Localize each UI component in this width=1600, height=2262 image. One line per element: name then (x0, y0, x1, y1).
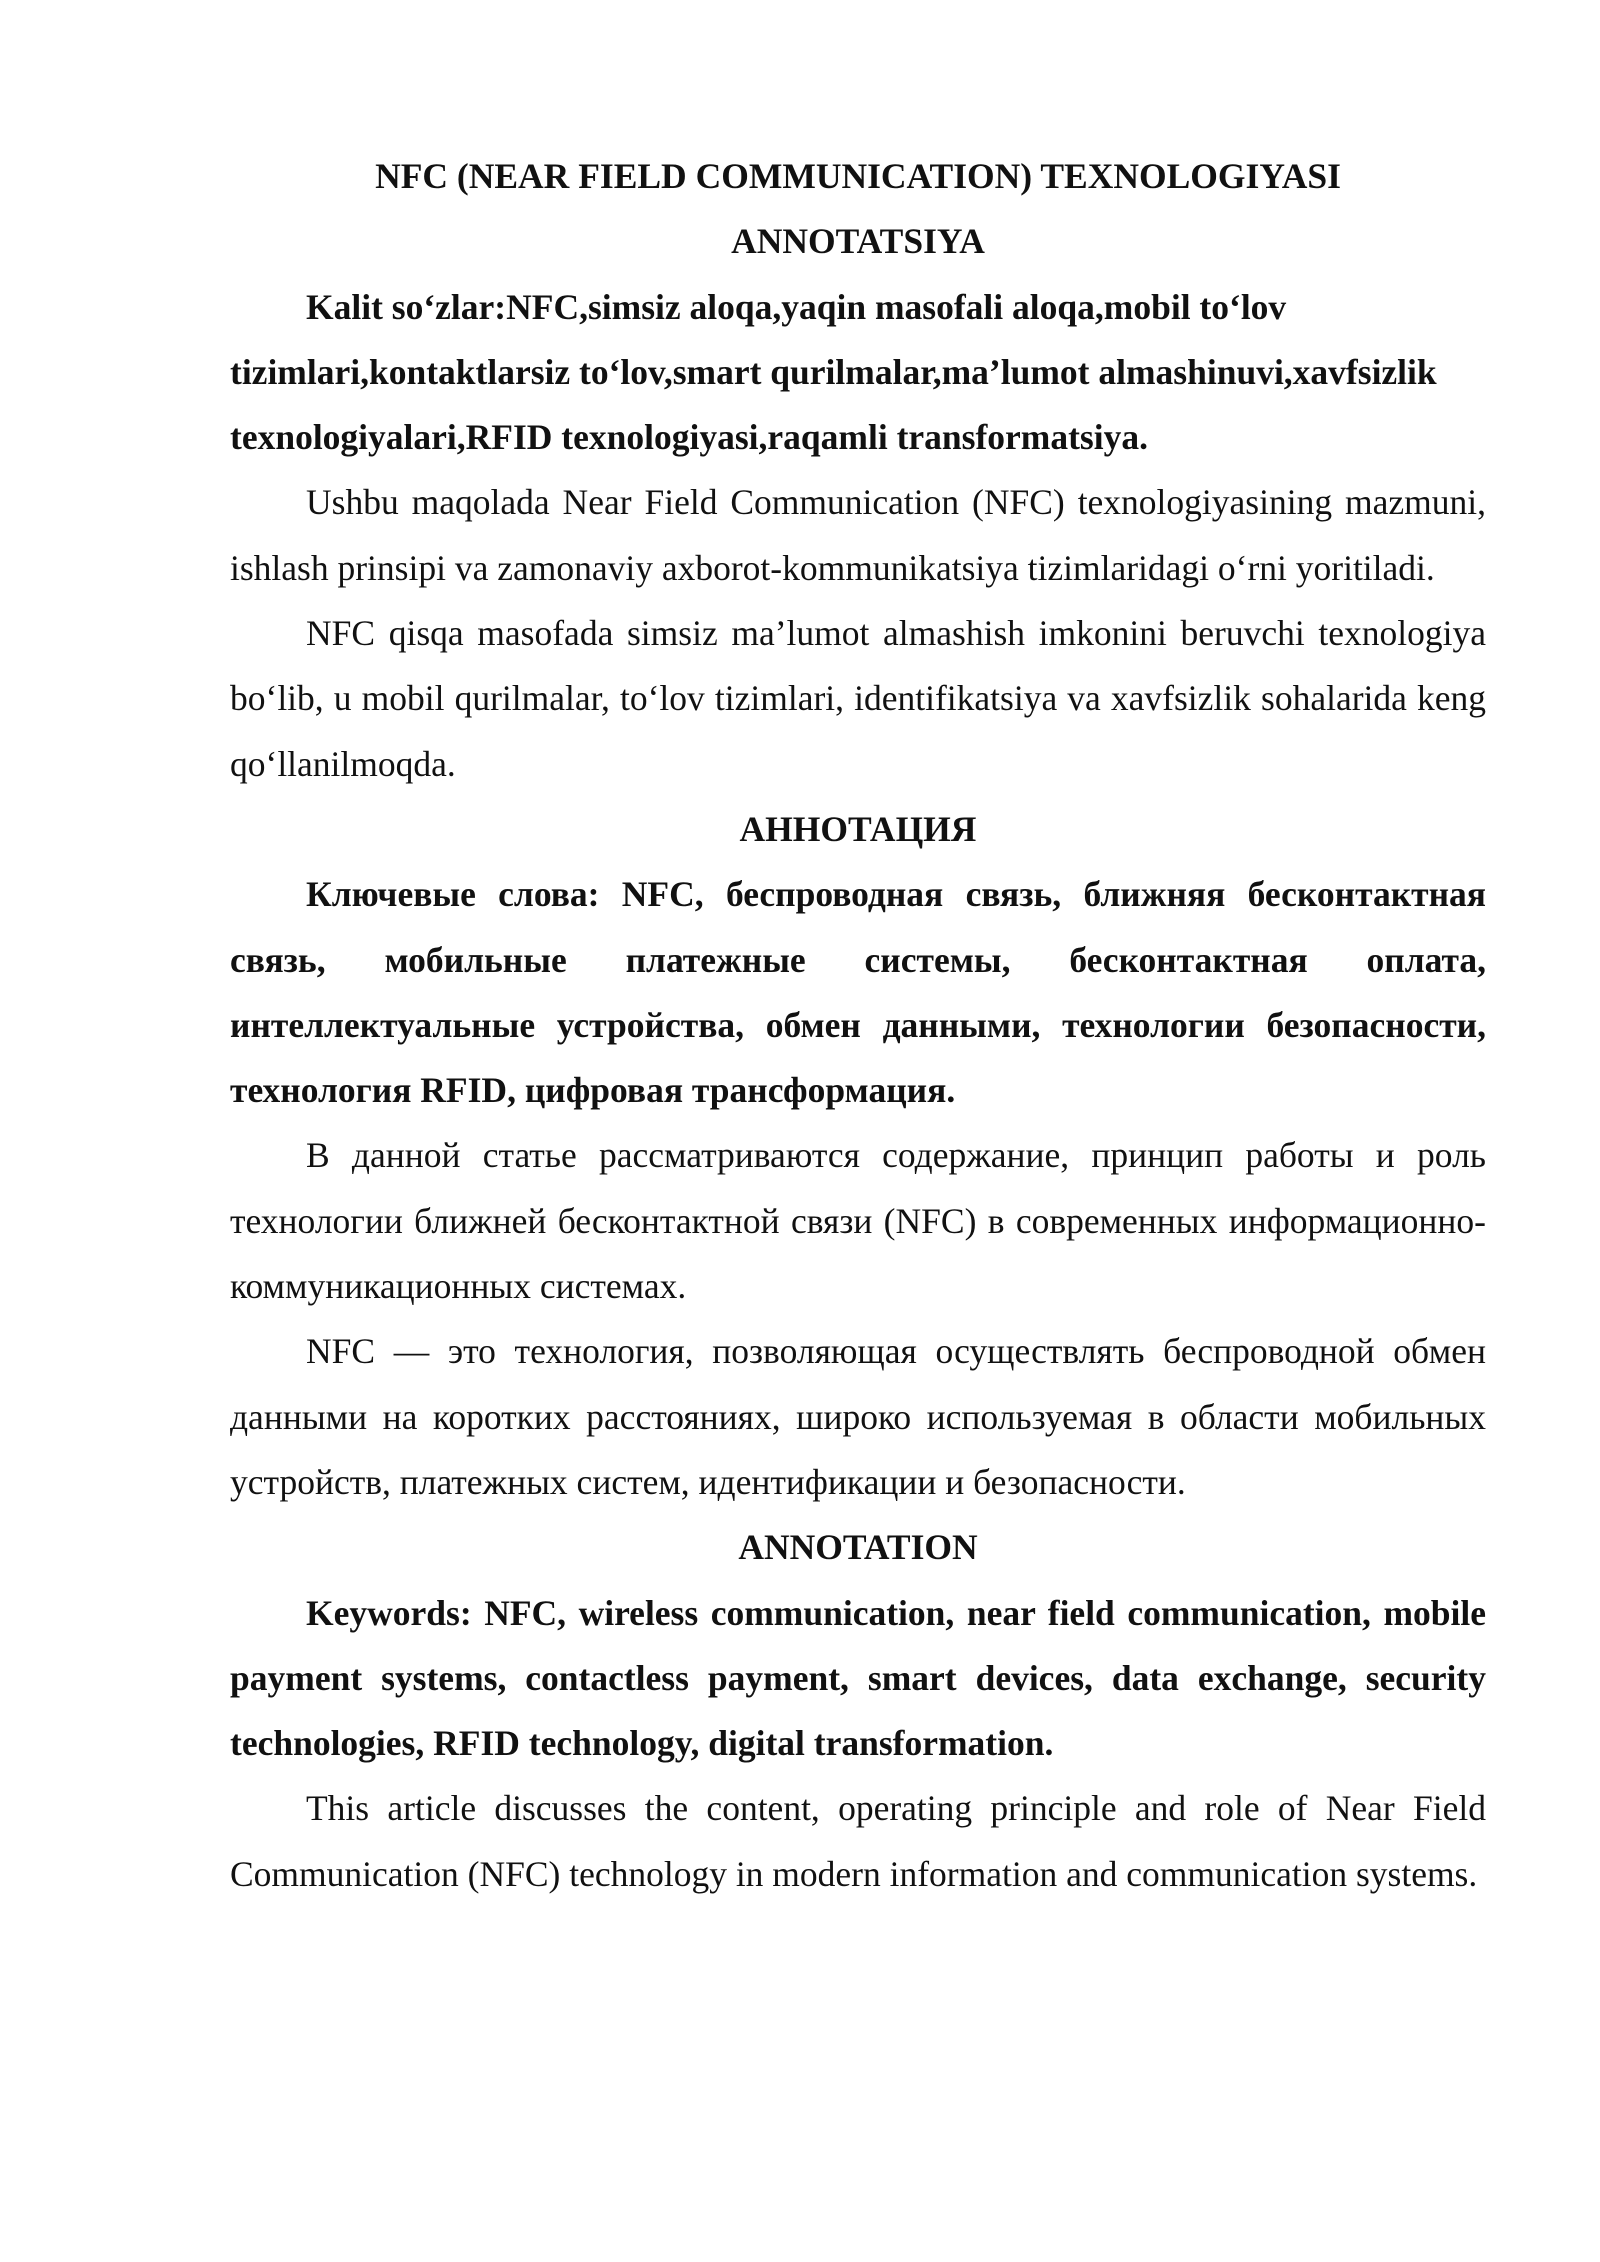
en-annotation-section (230, 1515, 1486, 1907)
document-body (230, 144, 1486, 1907)
ru-paragraph-1: В данной статье рассматриваются содержание, принцип работы и роль технологии ближней бесконтактной связи (NFC) в современных информационно-коммуникационных системах. (230, 1135, 1486, 1307)
uz-annotation-heading: ANNOTATSIYA (731, 221, 985, 262)
ru-keywords: Ключевые слова: NFC, беспроводная связь, ближняя бесконтактная связь, мобильные платежные системы, бесконтактная оплата, интеллектуальные устройства, обмен данными, технологии безопасности, технология RFID, цифровая трансформация. (230, 874, 1486, 1111)
ru-paragraph-2: NFC — это технология, позволяющая осуществлять беспроводной обмен данными на коротких расстояниях, широко используемая в области мобильных устройств, платежных систем, идентификации и безопасности. (230, 1331, 1486, 1502)
uz-annotation-section (230, 275, 1486, 797)
document-title: NFC (NEAR FIELD COMMUNICATION) TEXNOLOGIYASI (375, 156, 1341, 196)
en-keywords: Keywords: NFC, wireless communication, near field communication, mobile payment systems, contactless payment, smart devices, data exchange, security technologies, RFID technology, digital transformation. (230, 1592, 1486, 1764)
en-annotation-heading: ANNOTATION (738, 1527, 978, 1568)
uz-keywords: Kalit so‘zlar:NFC,simsiz aloqa,yaqin masofali aloqa,mobil to‘lov tizimlari,kontaktlarsiz to‘lov,smart qurilmalar,ma’lumot almashinuvi,xavfsizlik texnologiyalari,RFID texnologiyasi,raqamli transformatsiya. (230, 286, 1437, 458)
en-paragraph-1: This article discusses the content, operating principle and role of Near Field Communication (NFC) technology in modern information and communication systems. (230, 1788, 1486, 1894)
uz-paragraph-1: Ushbu maqolada Near Field Communication (NFC) texnologiyasining mazmuni, ishlash prinsipi va zamonaviy axborot-kommunikatsiya tizimlaridagi o‘rni yoritiladi. (230, 482, 1486, 588)
ru-annotation-section (230, 797, 1486, 1515)
uz-paragraph-2: NFC qisqa masofada simsiz ma’lumot almashish imkonini beruvchi texnologiya bo‘lib, u mobil qurilmalar, to‘lov tizimlari, identifikatsiya va xavfsizlik sohalarida keng qo‘llanilmoqda. (230, 613, 1486, 784)
title-block (230, 144, 1486, 275)
ru-annotation-heading: АННОТАЦИЯ (739, 808, 977, 849)
